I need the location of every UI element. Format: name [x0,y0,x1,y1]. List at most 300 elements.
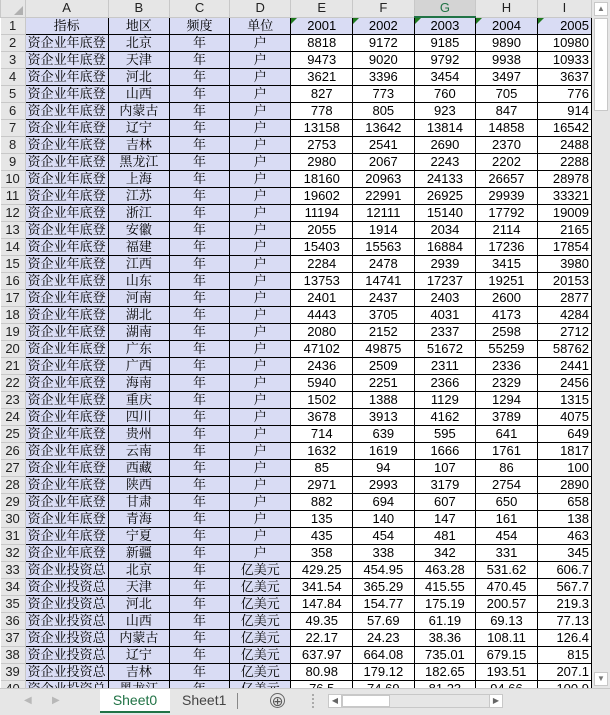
row-header[interactable]: 15 [1,256,26,273]
value-cell[interactable]: 2336 [476,358,538,375]
region-cell[interactable]: 新疆 [108,545,169,562]
region-cell[interactable]: 北京 [108,35,169,52]
row-header[interactable]: 1 [1,17,26,35]
value-cell[interactable]: 15403 [291,239,353,256]
value-cell[interactable]: 358 [291,545,353,562]
frequency-cell[interactable]: 年 [170,409,230,426]
value-cell[interactable]: 1315 [537,392,591,409]
value-cell[interactable]: 2152 [353,324,415,341]
frequency-cell[interactable]: 年 [170,579,230,596]
value-cell[interactable]: 2690 [414,137,476,154]
region-cell[interactable]: 辽宁 [108,120,169,137]
indicator-cell[interactable]: 资企业年底登 [25,494,108,511]
value-cell[interactable]: 3678 [291,409,353,426]
frequency-cell[interactable]: 年 [170,460,230,477]
frequency-cell[interactable]: 年 [170,392,230,409]
frequency-cell[interactable]: 年 [170,256,230,273]
value-cell[interactable]: 481 [414,528,476,545]
value-cell[interactable]: 2598 [476,324,538,341]
value-cell[interactable]: 3497 [476,69,538,86]
region-cell[interactable]: 广西 [108,358,169,375]
value-cell[interactable]: 22991 [353,188,415,205]
unit-cell[interactable]: 户 [229,545,290,562]
row-header[interactable]: 16 [1,273,26,290]
value-cell[interactable]: 5940 [291,375,353,392]
value-cell[interactable]: 923 [414,103,476,120]
unit-cell[interactable]: 亿美元 [229,664,290,681]
unit-cell[interactable]: 户 [229,443,290,460]
unit-cell[interactable]: 亿美元 [229,613,290,630]
value-cell[interactable]: 2436 [291,358,353,375]
frequency-cell[interactable]: 年 [170,477,230,494]
vertical-scrollbar[interactable] [592,0,610,688]
value-cell[interactable]: 17236 [476,239,538,256]
value-cell[interactable]: 435 [291,528,353,545]
split-handle[interactable] [312,694,314,708]
indicator-cell[interactable]: 资企业年底登 [25,52,108,69]
value-cell[interactable]: 3637 [537,69,591,86]
scroll-left-icon[interactable]: ◀ [329,695,342,707]
region-cell[interactable]: 重庆 [108,392,169,409]
value-cell[interactable]: 94 [353,460,415,477]
region-cell[interactable]: 湖北 [108,307,169,324]
region-cell[interactable]: 山西 [108,86,169,103]
value-cell[interactable]: 19009 [537,205,591,222]
value-cell[interactable]: 650 [476,494,538,511]
value-cell[interactable]: 49.35 [291,613,353,630]
value-cell[interactable]: 2284 [291,256,353,273]
value-cell[interactable]: 16542 [537,120,591,137]
value-cell[interactable]: 15140 [414,205,476,222]
frequency-cell[interactable]: 年 [170,52,230,69]
indicator-cell[interactable]: 资企业年底登 [25,205,108,222]
row-header[interactable]: 2 [1,35,26,52]
value-cell[interactable]: 463.28 [414,562,476,579]
value-cell[interactable]: 2055 [291,222,353,239]
value-cell[interactable]: 2243 [414,154,476,171]
unit-cell[interactable]: 户 [229,222,290,239]
row-header[interactable]: 28 [1,477,26,494]
value-cell[interactable]: 694 [353,494,415,511]
row-header[interactable]: 32 [1,545,26,562]
value-cell[interactable]: 22.17 [291,630,353,647]
region-cell[interactable]: 西藏 [108,460,169,477]
value-cell[interactable]: 815 [537,647,591,664]
value-cell[interactable]: 19251 [476,273,538,290]
value-cell[interactable]: 2478 [353,256,415,273]
row-header[interactable]: 4 [1,69,26,86]
unit-cell[interactable]: 户 [229,375,290,392]
indicator-cell[interactable]: 资企业投资总 [25,596,108,613]
value-cell[interactable]: 154.77 [353,596,415,613]
unit-cell[interactable]: 户 [229,511,290,528]
value-cell[interactable]: 429.25 [291,562,353,579]
indicator-cell[interactable]: 资企业年底登 [25,341,108,358]
indicator-cell[interactable]: 资企业年底登 [25,409,108,426]
value-cell[interactable]: 1388 [353,392,415,409]
region-cell[interactable]: 河北 [108,596,169,613]
indicator-cell[interactable]: 资企业年底登 [25,69,108,86]
value-cell[interactable]: 13642 [353,120,415,137]
header-cell[interactable]: 单位 [229,17,290,35]
row-header[interactable]: 23 [1,392,26,409]
indicator-cell[interactable]: 资企业投资总 [25,664,108,681]
value-cell[interactable]: 1632 [291,443,353,460]
value-cell[interactable]: 147 [414,511,476,528]
row-header[interactable]: 6 [1,103,26,120]
region-cell[interactable]: 陕西 [108,477,169,494]
unit-cell[interactable]: 户 [229,188,290,205]
tab-sheet1[interactable]: Sheet1 [182,692,227,708]
tab-next-icon[interactable]: ▶ [52,695,60,706]
value-cell[interactable]: 10933 [537,52,591,69]
value-cell[interactable]: 4031 [414,307,476,324]
indicator-cell[interactable]: 资企业投资总 [25,613,108,630]
value-cell[interactable]: 100 [537,460,591,477]
frequency-cell[interactable]: 年 [170,528,230,545]
value-cell[interactable]: 2034 [414,222,476,239]
value-cell[interactable]: 24133 [414,171,476,188]
value-cell[interactable]: 606.7 [537,562,591,579]
column-header-a[interactable]: A [25,0,108,17]
frequency-cell[interactable]: 年 [170,205,230,222]
header-cell[interactable]: 地区 [108,17,169,35]
value-cell[interactable]: 2437 [353,290,415,307]
frequency-cell[interactable]: 年 [170,443,230,460]
header-cell[interactable]: 2001 [291,17,353,35]
region-cell[interactable]: 福建 [108,239,169,256]
value-cell[interactable]: 9792 [414,52,476,69]
unit-cell[interactable]: 户 [229,426,290,443]
value-cell[interactable]: 2971 [291,477,353,494]
value-cell[interactable]: 33321 [537,188,591,205]
value-cell[interactable]: 345 [537,545,591,562]
value-cell[interactable]: 805 [353,103,415,120]
value-cell[interactable]: 3913 [353,409,415,426]
value-cell[interactable]: 86 [476,460,538,477]
value-cell[interactable]: 776 [537,86,591,103]
indicator-cell[interactable]: 资企业年底登 [25,460,108,477]
indicator-cell[interactable]: 资企业年底登 [25,239,108,256]
value-cell[interactable]: 20963 [353,171,415,188]
unit-cell[interactable]: 亿美元 [229,579,290,596]
unit-cell[interactable]: 户 [229,154,290,171]
unit-cell[interactable]: 户 [229,392,290,409]
frequency-cell[interactable]: 年 [170,664,230,681]
indicator-cell[interactable]: 资企业年底登 [25,375,108,392]
value-cell[interactable]: 28978 [537,171,591,188]
unit-cell[interactable]: 户 [229,290,290,307]
value-cell[interactable]: 13158 [291,120,353,137]
value-cell[interactable]: 140 [353,511,415,528]
select-all-corner[interactable] [1,0,26,17]
value-cell[interactable]: 17237 [414,273,476,290]
value-cell[interactable]: 470.45 [476,579,538,596]
value-cell[interactable]: 80.98 [291,664,353,681]
value-cell[interactable]: 193.51 [476,664,538,681]
frequency-cell[interactable]: 年 [170,273,230,290]
value-cell[interactable]: 2939 [414,256,476,273]
indicator-cell[interactable]: 资企业年底登 [25,324,108,341]
indicator-cell[interactable]: 资企业投资总 [25,579,108,596]
header-cell[interactable]: 2005 [537,17,591,35]
tab-prev-icon[interactable]: ◀ [24,695,32,706]
region-cell[interactable]: 吉林 [108,664,169,681]
unit-cell[interactable]: 户 [229,171,290,188]
value-cell[interactable]: 61.19 [414,613,476,630]
value-cell[interactable]: 2067 [353,154,415,171]
scroll-down-icon[interactable]: ▼ [594,672,608,686]
value-cell[interactable]: 2877 [537,290,591,307]
value-cell[interactable]: 26925 [414,188,476,205]
unit-cell[interactable]: 户 [229,120,290,137]
row-header[interactable]: 24 [1,409,26,426]
header-cell[interactable]: 频度 [170,17,230,35]
column-header-f[interactable]: F [353,0,415,17]
frequency-cell[interactable]: 年 [170,239,230,256]
row-header[interactable]: 29 [1,494,26,511]
value-cell[interactable]: 454.95 [353,562,415,579]
region-cell[interactable]: 黑龙江 [108,154,169,171]
frequency-cell[interactable]: 年 [170,307,230,324]
region-cell[interactable]: 广东 [108,341,169,358]
value-cell[interactable]: 147.84 [291,596,353,613]
frequency-cell[interactable]: 年 [170,647,230,664]
unit-cell[interactable]: 户 [229,35,290,52]
row-header[interactable]: 30 [1,511,26,528]
indicator-cell[interactable]: 资企业年底登 [25,256,108,273]
value-cell[interactable]: 705 [476,86,538,103]
value-cell[interactable]: 57.69 [353,613,415,630]
header-cell[interactable]: 指标 [25,17,108,35]
row-header[interactable]: 7 [1,120,26,137]
unit-cell[interactable]: 户 [229,103,290,120]
value-cell[interactable]: 179.12 [353,664,415,681]
unit-cell[interactable]: 户 [229,256,290,273]
value-cell[interactable]: 2251 [353,375,415,392]
value-cell[interactable]: 3705 [353,307,415,324]
region-cell[interactable]: 江苏 [108,188,169,205]
value-cell[interactable]: 8818 [291,35,353,52]
indicator-cell[interactable]: 资企业年底登 [25,392,108,409]
value-cell[interactable]: 2114 [476,222,538,239]
indicator-cell[interactable]: 资企业年底登 [25,103,108,120]
value-cell[interactable]: 175.19 [414,596,476,613]
value-cell[interactable]: 415.55 [414,579,476,596]
region-cell[interactable]: 天津 [108,579,169,596]
unit-cell[interactable]: 户 [229,205,290,222]
row-header[interactable]: 3 [1,52,26,69]
value-cell[interactable]: 182.65 [414,664,476,681]
header-cell[interactable]: 2002 [353,17,415,35]
value-cell[interactable]: 341.54 [291,579,353,596]
row-header[interactable]: 17 [1,290,26,307]
indicator-cell[interactable]: 资企业年底登 [25,154,108,171]
frequency-cell[interactable]: 年 [170,188,230,205]
frequency-cell[interactable]: 年 [170,545,230,562]
value-cell[interactable]: 2890 [537,477,591,494]
value-cell[interactable]: 16884 [414,239,476,256]
value-cell[interactable]: 107 [414,460,476,477]
region-cell[interactable]: 海南 [108,375,169,392]
value-cell[interactable]: 778 [291,103,353,120]
value-cell[interactable]: 47102 [291,341,353,358]
indicator-cell[interactable]: 资企业年底登 [25,477,108,494]
value-cell[interactable]: 338 [353,545,415,562]
column-header-e[interactable]: E [291,0,353,17]
region-cell[interactable]: 内蒙古 [108,103,169,120]
row-header[interactable]: 5 [1,86,26,103]
value-cell[interactable]: 13814 [414,120,476,137]
value-cell[interactable]: 19602 [291,188,353,205]
value-cell[interactable]: 85 [291,460,353,477]
indicator-cell[interactable]: 资企业年底登 [25,358,108,375]
unit-cell[interactable]: 亿美元 [229,630,290,647]
value-cell[interactable]: 14858 [476,120,538,137]
indicator-cell[interactable]: 资企业投资总 [25,562,108,579]
value-cell[interactable]: 1914 [353,222,415,239]
value-cell[interactable]: 658 [537,494,591,511]
region-cell[interactable]: 山东 [108,273,169,290]
scroll-right-icon[interactable]: ▶ [489,695,502,707]
value-cell[interactable]: 2202 [476,154,538,171]
value-cell[interactable]: 2980 [291,154,353,171]
value-cell[interactable]: 1294 [476,392,538,409]
value-cell[interactable]: 200.57 [476,596,538,613]
value-cell[interactable]: 51672 [414,341,476,358]
unit-cell[interactable]: 户 [229,358,290,375]
row-header[interactable]: 34 [1,579,26,596]
header-cell[interactable]: 2004 [476,17,538,35]
value-cell[interactable]: 26657 [476,171,538,188]
indicator-cell[interactable]: 资企业投资总 [25,630,108,647]
region-cell[interactable]: 天津 [108,52,169,69]
value-cell[interactable]: 24.23 [353,630,415,647]
indicator-cell[interactable]: 资企业年底登 [25,290,108,307]
unit-cell[interactable]: 户 [229,239,290,256]
frequency-cell[interactable]: 年 [170,171,230,188]
value-cell[interactable]: 1666 [414,443,476,460]
value-cell[interactable]: 2329 [476,375,538,392]
value-cell[interactable]: 714 [291,426,353,443]
row-header[interactable]: 8 [1,137,26,154]
value-cell[interactable]: 10980 [537,35,591,52]
value-cell[interactable]: 13753 [291,273,353,290]
row-header[interactable]: 38 [1,647,26,664]
row-header[interactable]: 26 [1,443,26,460]
tab-sheet0[interactable]: Sheet0 [100,689,170,713]
frequency-cell[interactable]: 年 [170,222,230,239]
value-cell[interactable]: 9020 [353,52,415,69]
value-cell[interactable]: 2370 [476,137,538,154]
value-cell[interactable]: 2712 [537,324,591,341]
region-cell[interactable]: 贵州 [108,426,169,443]
row-header[interactable]: 13 [1,222,26,239]
row-header[interactable]: 39 [1,664,26,681]
frequency-cell[interactable]: 年 [170,494,230,511]
unit-cell[interactable]: 户 [229,86,290,103]
value-cell[interactable]: 454 [353,528,415,545]
indicator-cell[interactable]: 资企业年底登 [25,120,108,137]
frequency-cell[interactable]: 年 [170,35,230,52]
value-cell[interactable]: 2288 [537,154,591,171]
region-cell[interactable]: 四川 [108,409,169,426]
value-cell[interactable]: 77.13 [537,613,591,630]
value-cell[interactable]: 639 [353,426,415,443]
value-cell[interactable]: 1129 [414,392,476,409]
value-cell[interactable]: 827 [291,86,353,103]
column-header-g[interactable]: G [414,0,476,17]
unit-cell[interactable]: 户 [229,69,290,86]
value-cell[interactable]: 3396 [353,69,415,86]
value-cell[interactable]: 2337 [414,324,476,341]
value-cell[interactable]: 641 [476,426,538,443]
region-cell[interactable]: 内蒙古 [108,630,169,647]
row-header[interactable]: 11 [1,188,26,205]
frequency-cell[interactable]: 年 [170,358,230,375]
value-cell[interactable]: 2754 [476,477,538,494]
column-header-c[interactable]: C [170,0,230,17]
row-header[interactable]: 14 [1,239,26,256]
frequency-cell[interactable]: 年 [170,86,230,103]
value-cell[interactable]: 342 [414,545,476,562]
unit-cell[interactable]: 户 [229,528,290,545]
region-cell[interactable]: 云南 [108,443,169,460]
indicator-cell[interactable]: 资企业年底登 [25,171,108,188]
value-cell[interactable]: 882 [291,494,353,511]
region-cell[interactable]: 宁夏 [108,528,169,545]
frequency-cell[interactable]: 年 [170,511,230,528]
value-cell[interactable]: 69.13 [476,613,538,630]
value-cell[interactable]: 15563 [353,239,415,256]
value-cell[interactable]: 9473 [291,52,353,69]
value-cell[interactable]: 20153 [537,273,591,290]
value-cell[interactable]: 773 [353,86,415,103]
value-cell[interactable]: 637.97 [291,647,353,664]
value-cell[interactable]: 58762 [537,341,591,358]
value-cell[interactable]: 17792 [476,205,538,222]
value-cell[interactable]: 11194 [291,205,353,222]
region-cell[interactable]: 甘肃 [108,494,169,511]
region-cell[interactable]: 上海 [108,171,169,188]
frequency-cell[interactable]: 年 [170,154,230,171]
indicator-cell[interactable]: 资企业年底登 [25,443,108,460]
value-cell[interactable]: 29939 [476,188,538,205]
value-cell[interactable]: 108.11 [476,630,538,647]
region-cell[interactable]: 北京 [108,562,169,579]
region-cell[interactable]: 青海 [108,511,169,528]
value-cell[interactable]: 2080 [291,324,353,341]
value-cell[interactable]: 138 [537,511,591,528]
indicator-cell[interactable]: 资企业年底登 [25,222,108,239]
region-cell[interactable]: 河北 [108,69,169,86]
value-cell[interactable]: 2600 [476,290,538,307]
unit-cell[interactable]: 户 [229,273,290,290]
value-cell[interactable]: 331 [476,545,538,562]
value-cell[interactable]: 12111 [353,205,415,222]
row-header[interactable]: 37 [1,630,26,647]
row-header[interactable]: 33 [1,562,26,579]
value-cell[interactable]: 463 [537,528,591,545]
indicator-cell[interactable]: 资企业年底登 [25,188,108,205]
value-cell[interactable]: 1817 [537,443,591,460]
frequency-cell[interactable]: 年 [170,596,230,613]
unit-cell[interactable]: 户 [229,307,290,324]
frequency-cell[interactable]: 年 [170,562,230,579]
row-header[interactable]: 21 [1,358,26,375]
unit-cell[interactable]: 户 [229,409,290,426]
value-cell[interactable]: 55259 [476,341,538,358]
